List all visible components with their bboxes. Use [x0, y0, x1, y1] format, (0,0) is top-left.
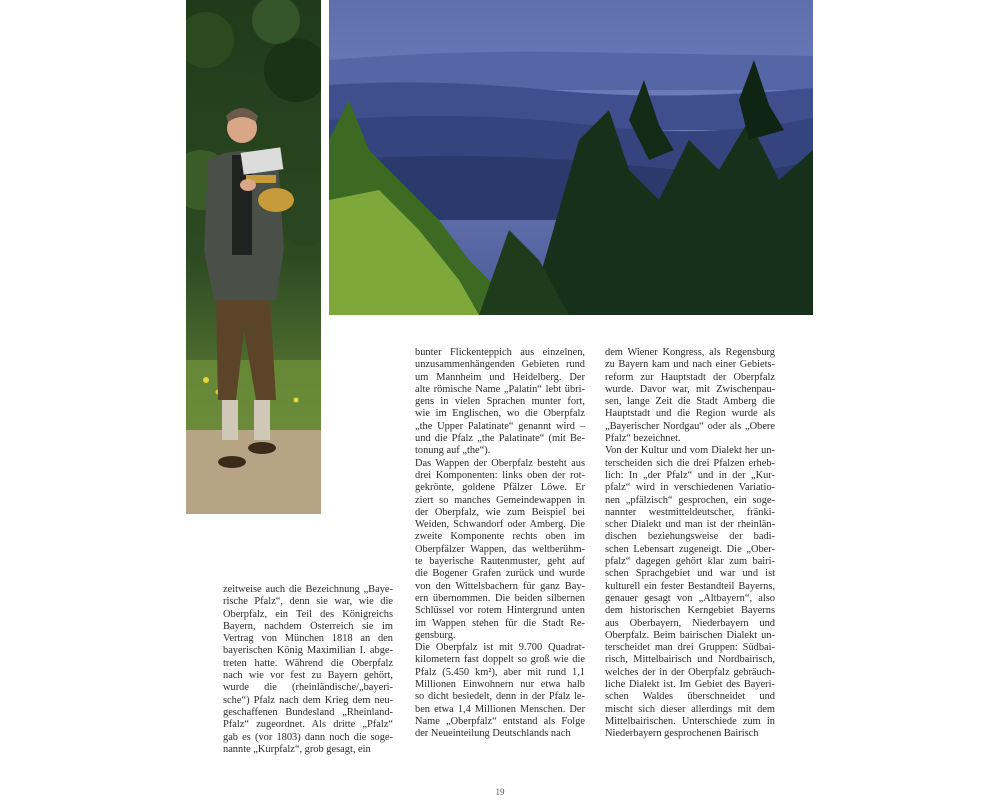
text-line: ziert so manches Gemeindewappen in: [415, 494, 585, 506]
text-line: te bayerische Rautenmuster, geht auf: [415, 556, 585, 568]
text-line: kulturell ein fester Bestandteil Bayerns,: [605, 580, 775, 592]
text-line: gensburg.: [415, 629, 456, 641]
text-line: Oberpfalz, ein Teil des Königreichs: [223, 608, 393, 620]
text-line: tonung auf „the“).: [415, 445, 491, 457]
text-line: sche“) Pfalz nach dem Krieg dem neu-: [223, 694, 393, 706]
text-line: schen Sprachgebiet und war und ist: [605, 568, 775, 580]
text-line: wie im Englischen, wo die Oberpfalz: [415, 408, 585, 420]
text-line: dem Wiener Kongress, als Regensburg: [605, 347, 775, 358]
text-column-1: [223, 584, 393, 756]
text-line: dischen beziehungsweise der badi-: [605, 531, 775, 543]
text-line: Bayern, nachdem Österreich sie im: [223, 620, 393, 632]
text-line: „Bayerischer Nordgau“ oder als „Obere: [605, 420, 775, 432]
text-line: der Oberpfalz, wie zum Beispiel bei: [415, 506, 585, 518]
text-line: geschaffenen Bundesland „Rheinland-: [223, 706, 393, 718]
text-line: zeitweise auch die Bezeichnung „Baye-: [223, 584, 393, 595]
text-line: von den Wittelsbachern für ganz Bay-: [415, 580, 585, 592]
text-line: zweite Komponente rechts oben im: [415, 531, 585, 543]
text-line: um Mannheim und Heidelberg. Der: [415, 371, 585, 383]
text-line: Oberpfälzer Wappen, das weltberühm-: [415, 543, 585, 555]
text-line: schen Lebensart zugeneigt. Die „Ober-: [605, 543, 775, 555]
text-line: alte römische Name „Palatin“ lebt übri-: [415, 383, 585, 395]
text-line: rische Pfalz“, denn sie war, wie die: [223, 596, 393, 608]
text-line: wurde. Davor war, mit Zwischenpau-: [605, 383, 775, 395]
text-line: gab es (vor 1803) dann noch die soge-: [223, 731, 393, 743]
text-line: bunter Flickenteppich aus einzelnen,: [415, 347, 585, 358]
text-line: bayerischen König Maximilian I. abge-: [223, 645, 393, 657]
text-line: sen, lange Zeit die Stadt Amberg die: [605, 396, 775, 408]
text-line: welches der in der Oberpfalz gebräuch-: [605, 666, 775, 678]
text-line: terscheiden sich die drei Pfalzen erheb-: [605, 457, 775, 469]
text-line: Von der Kultur und vom Dialekt her un-: [605, 445, 775, 457]
text-line: so dicht besiedelt, denn in der Pfalz le-: [415, 691, 585, 703]
trumpet-player-image: [186, 0, 321, 514]
text-line: „the Upper Palatinate“ genannt wird –: [415, 420, 585, 432]
text-line: Pfalz (5.450 km²), aber mit rund 1,1: [415, 666, 585, 678]
text-line: Hauptstadt und die Region wurde als: [605, 408, 775, 420]
text-column-2: [415, 347, 585, 741]
text-line: pfalz“ dagegen gehört klar zum bairi-: [605, 556, 775, 568]
text-line: Niederbayern gesprochenen Bairisch: [605, 728, 759, 740]
text-line: nen „pfälzisch“ gesprochen, ein soge-: [605, 494, 775, 506]
text-line: nannter westmitteldeutscher, fränki-: [605, 506, 775, 518]
text-line: der Neueinteilung Deutschlands nach: [415, 728, 571, 740]
text-line: gekrönte, goldene Pfälzer Löwe. Er: [415, 482, 585, 494]
text-line: Weiden, Schwandorf oder Amberg. Die: [415, 519, 585, 531]
text-line: Vertrag von München 1818 an den: [223, 633, 393, 645]
text-line: ern übernommen. Die beiden silbernen: [415, 592, 585, 604]
text-line: risch, Mittelbairisch und Nordbairisch,: [605, 654, 775, 666]
text-line: genauer gesagt von „Altbayern“, also: [605, 592, 775, 604]
text-line: im Wappen stehen für die Stadt Re-: [415, 617, 585, 629]
text-line: Mittelbairischen. Unterschiede zum in: [605, 715, 775, 727]
text-line: Pfalz“ bezeichnet.: [605, 433, 681, 445]
text-line: liche Dialekt ist. Im Gebiet des Bayeri-: [605, 679, 775, 691]
text-line: Pfalz“ zugeordnet. Als dritte „Pfalz“: [223, 719, 393, 731]
text-line: und die Pfalz „the Palatinate“ (mit Be-: [415, 433, 585, 445]
text-line: terscheidet man drei Gruppen: Südbai-: [605, 642, 775, 654]
text-line: zu Bayern kam und nach einer Gebiets-: [605, 359, 775, 371]
text-line: pfalz“ wird in verschiedenen Variatio-: [605, 482, 775, 494]
text-line: drei Komponenten: links oben der rot-: [415, 469, 585, 481]
text-line: treten hatte. Während die Oberpfalz: [223, 657, 393, 669]
text-line: mischt sich dieser allerdings mit dem: [605, 703, 775, 715]
text-line: Name „Oberpfalz“ entstand als Folge: [415, 715, 585, 727]
text-column-3: [605, 347, 775, 741]
text-line: Das Wappen der Oberpfalz besteht aus: [415, 457, 585, 469]
photo-trumpet-player: [186, 0, 321, 514]
text-line: aus Oberbayern, Niederbayern und: [605, 617, 775, 629]
text-line: Schlüssel vor rotem Hintergrund unten: [415, 605, 585, 617]
forest-landscape-image: [329, 0, 813, 315]
text-line: gens in vielen Sprachen munter fort,: [415, 396, 585, 408]
text-line: schen Waldes überschneidet und: [605, 691, 775, 703]
text-line: nannte „Kurpfalz“, grob gesagt, ein: [223, 743, 371, 755]
text-line: Die Oberpfalz ist mit 9.700 Quadrat-: [415, 642, 585, 654]
text-line: unzusammenhängenden Gebieten rund: [415, 359, 585, 371]
text-line: lich: In „der Pfalz“ und in der „Kur-: [605, 469, 775, 481]
photo-forest-landscape: [329, 0, 813, 315]
text-line: kilometern fast doppelt so groß wie die: [415, 654, 585, 666]
text-line: nach wie vor fest zu Bayern gehört,: [223, 670, 393, 682]
text-line: Oberpfalz. Beim bairischen Dialekt un-: [605, 629, 775, 641]
text-line: reform zur Hauptstadt der Oberpfalz: [605, 371, 775, 383]
text-line: dem historischen Kerngebiet Bayerns: [605, 605, 775, 617]
page-number: 19: [495, 787, 505, 797]
text-line: ben etwa 1,4 Millionen Menschen. Der: [415, 703, 585, 715]
text-line: die Bogener Grafen zurück und wurde: [415, 568, 585, 580]
text-line: Millionen Einwohnern nur etwa halb: [415, 679, 585, 691]
text-line: wurde die (rheinländische/„bayeri-: [223, 682, 393, 694]
text-line: scher Dialekt und man ist der rheinlän-: [605, 519, 775, 531]
